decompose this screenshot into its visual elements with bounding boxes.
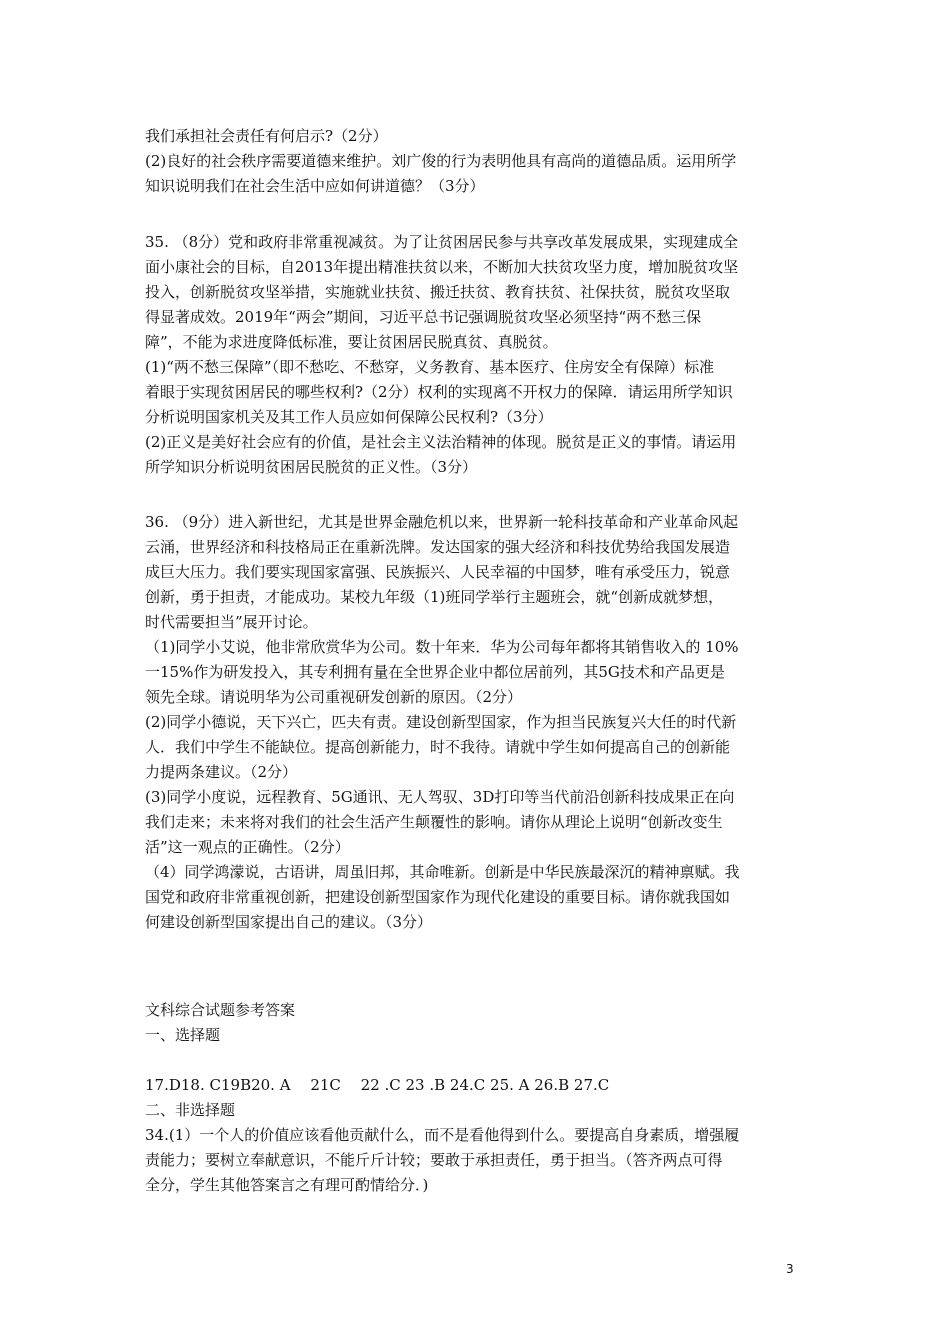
text-line: 知识说明我们在社会生活中应如何讲道德？（3分） (145, 177, 485, 195)
text-line: 所学知识分析说明贫困居民脱贫的正义性。（3分） (145, 458, 478, 476)
answer-line: 34.(1）一个人的价值应该看他贡献什么，而不是看他得到什么。要提高自身素质，增强履 (145, 1126, 740, 1144)
answer-line: 全分，学生其他答案言之有理可酌情给分．) (145, 1176, 429, 1194)
text-line: 领先全球。请说明华为公司重视研发创新的原因。（2分） (145, 688, 523, 706)
text-line: 我们走来；未来将对我们的社会生活产生颠覆性的影响。请你从理论上说明“创新改变生 (145, 813, 723, 831)
answer-line: 17.D18. C19B20. A 21C 22 .C 23 .B 24.C 25. A 26.B 27.C (145, 1076, 610, 1094)
text-line: 力提两条建议。（2分） (145, 763, 298, 781)
text-line: 云涌，世界经济和科技格局正在重新洗牌。发达国家的强大经济和科技优势给我国发展造 (145, 538, 731, 556)
text-line: (2)同学小德说，天下兴亡，匹夫有责。建设创新型国家，作为担当民族复兴大任的时代新 (145, 713, 737, 731)
text-line: 36. （9分）进入新世纪，尤其是世界金融危机以来，世界新一轮科技革命和产业革命风起 (145, 513, 739, 531)
answer-title: 文科综合试题参考答案 (145, 1001, 296, 1019)
text-line: 活”这一观点的正确性。（2分） (145, 838, 350, 856)
text-line: (2)正义是美好社会应有的价值，是社会主义法治精神的体现。脱贫是正义的事情。请运用 (145, 433, 737, 451)
text-line: 分析说明国家机关及其工作人员应如何保障公民权利?（3分） (145, 408, 553, 426)
text-line: 成巨大压力。我们要实现国家富强、民族振兴、人民幸福的中国梦，唯有承受压力，锐意 (145, 563, 731, 581)
text-line: (2)良好的社会秩序需要道德来维护。刘广俊的行为表明他具有高尚的道德品质。运用所学 (145, 152, 737, 170)
text-line: 35. （8分）党和政府非常重视减贫。为了让贫困居民参与共享改革发展成果，实现建成全 (145, 233, 739, 251)
text-line: 得显著成效。2019年“两会”期间，习近平总书记强调脱贫攻坚必须坚持“两不愁三保 (145, 308, 702, 326)
text-line: 一15%作为研发投入，其专利拥有量在全世界企业中都位居前列，其5G技术和产品更是 (145, 663, 725, 681)
text-line: 我们承担社会责任有何启示?（2分） (145, 127, 388, 145)
section-heading: 二、非选择题 (145, 1101, 236, 1119)
text-line: 障”，不能为求进度降低标准，要让贫困居民脱真贫、真脱贫。 (145, 333, 558, 351)
text-line: (1)“两不愁三保障”（即不愁吃、不愁穿，义务教育、基本医疗、住房安全有保障）标准 (145, 358, 715, 376)
answer-line: 责能力；要树立奉献意识，不能斤斤计较；要敢于承担责任，勇于担当。（答齐两点可得 (145, 1151, 723, 1169)
text-line: 人．我们中学生不能缺位。提高创新能力，时不我待。请就中学生如何提高自己的创新能 (145, 738, 731, 756)
text-line: 创新，勇于担责，才能成功。某校九年级（1)班同学举行主题班会，就“创新成就梦想， (145, 588, 724, 606)
page-number: 3 (786, 1262, 794, 1276)
text-line: 时代需要担当”展开讨论。 (145, 613, 318, 631)
text-line: 着眼于实现贫困居民的哪些权利?（2分）权利的实现离不开权力的保障．请运用所学知识 (145, 383, 733, 401)
text-line: 面小康社会的目标，自2013年提出精准扶贫以来，不断加大扶贫攻坚力度，增加脱贫攻坚 (145, 258, 739, 276)
text-line: (3)同学小度说，远程教育、5G通讯、无人驾驭、3D打印等当代前沿创新科技成果正在向 (145, 788, 735, 806)
section-heading: 一、选择题 (145, 1026, 221, 1044)
text-line: 投入，创新脱贫攻坚举措，实施就业扶贫、搬迁扶贫、教育扶贫、社保扶贫，脱贫攻坚取 (145, 283, 731, 301)
text-line: （4）同学鸿濛说，古语讲，周虽旧邦，其命唯新。创新是中华民族最深沉的精神禀赋。我 (145, 863, 740, 881)
text-line: （1)同学小艾说，他非常欣赏华为公司。数十年来．华为公司每年都将其销售收入的 10% (145, 638, 739, 656)
text-line: 国党和政府非常重视创新，把建设创新型国家作为现代化建设的重要目标。请你就我国如 (145, 888, 731, 906)
text-line: 何建设创新型国家提出自己的建议。（3分） (145, 913, 433, 931)
